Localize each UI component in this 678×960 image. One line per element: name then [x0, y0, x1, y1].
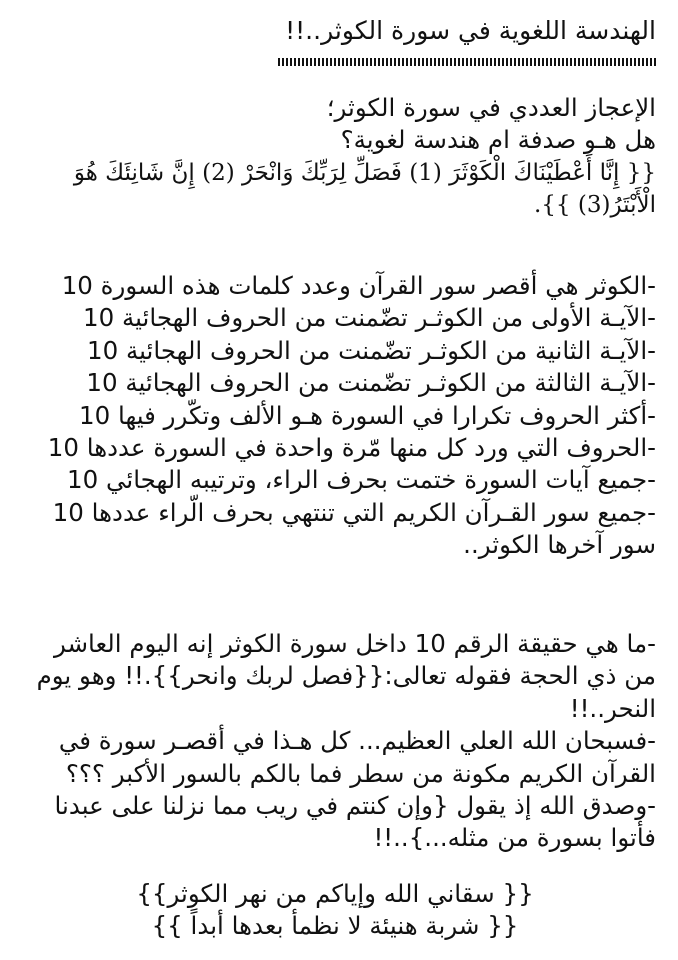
fact-line: -جميع سور القـرآن الكريم التي تنتهي بحرف الّراء عددها 10 [52, 497, 656, 527]
closing-line: من ذي الحجة فقوله تعالى:{{فصل لربك وانحر}}.!! وهو يوم [36, 661, 656, 691]
fact-line: -الآيـة الثانية من الكوثـر تضّمنت من الحروف الهجائية 10 [87, 335, 656, 365]
intro-line-1: الإعجاز العددي في سورة الكوثر؛ [326, 93, 656, 122]
fact-line: -الكوثر هي أقصر سور القرآن وعدد كلمات هذه السورة 10 [61, 271, 656, 300]
dua-line-1: {{ سقاني الله وإياكم من نهر الكوثر}} [136, 879, 534, 908]
closing-line: القرآن الكريم مكونة من سطر فما بالكم بالسور الأكبر ؟؟؟ [65, 758, 656, 788]
intro-line-2: هل هـو صدفة ام هندسة لغوية؟ [340, 125, 656, 155]
verse-line-1: {{ إِنَّا أَعْطَيْنَاكَ الْكَوْثَرَ (1) فَصَلِّ لِرَبِّكَ وَانْحَرْ (2) إِنَّ شَانِئَكَ هُوَ [73, 159, 656, 186]
verse-line-2: الْأَبْتَرُ(3) }}. [533, 192, 656, 219]
fact-line: سور آخرها الكوثر.. [463, 530, 656, 560]
closing-line: النحر..!! [569, 693, 656, 723]
closing-line: -فسبحان الله العلي العظيم... كل هـذا في أقصـر سورة في [58, 726, 656, 756]
title-underline [278, 58, 656, 66]
closing-line: -وصدق الله إذ يقول {وإن كنتم في ريب مما نزلنا على عبدنا [54, 790, 656, 820]
closing-section [14, 628, 656, 855]
fact-line: -الآيـة الأولى من الكوثـر تضّمنت من الحروف الهجائية 10 [83, 303, 656, 333]
fact-line: -الحروف التي ورد كل منها مّرة واحدة في السورة عددها 10 [47, 432, 656, 462]
fact-line: -الآيـة الثالثة من الكوثـر تضّمنت من الحروف الهجائية 10 [86, 368, 656, 398]
fact-line: -جميع آيات السورة ختمت بحرف الراء، وترتيبه الهجائي 10 [66, 465, 656, 495]
closing-line: -ما هي حقيقة الرقم 10 داخل سورة الكوثر إنه اليوم العاشر [53, 629, 656, 658]
facts-list [14, 270, 656, 562]
dua-line-2: {{ شربة هنيئة لا نظمأ بعدها أبداً }} [151, 911, 519, 941]
post-title: الهندسة اللغوية في سورة الكوثر..!! [285, 16, 656, 45]
closing-line: فأتوا بسورة من مثله...}..!! [373, 823, 656, 853]
intro-section [14, 92, 656, 222]
fact-line: -أكثر الحروف تكرارا في السورة هـو الألف وتكّرر فيها 10 [79, 400, 656, 430]
dua-section [14, 878, 656, 943]
